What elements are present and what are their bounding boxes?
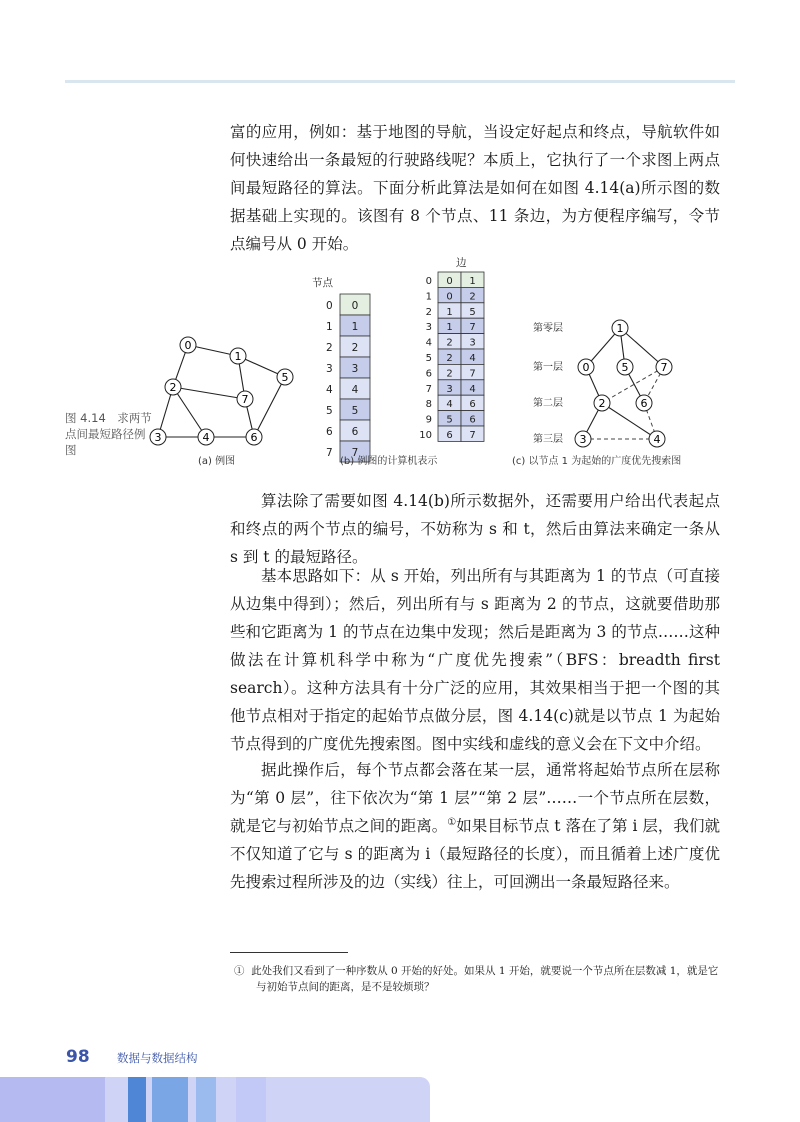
node-cell-value: 7 (351, 447, 359, 459)
figure-caption: 图 4.14 求两节点间最短路径例图 (65, 411, 152, 457)
svg-text:7: 7 (241, 393, 249, 406)
node-index: 0 (326, 300, 333, 312)
table-representation (326, 272, 484, 462)
node-cell-value: 2 (351, 342, 359, 354)
edge-index: 0 (425, 276, 432, 287)
node-cell-value: 6 (351, 426, 359, 438)
footnote-rule (230, 952, 348, 953)
node-index: 2 (326, 342, 333, 354)
node-3 (150, 429, 166, 445)
layer-1-label: 第一层 (533, 362, 563, 373)
svg-text:5: 5 (281, 371, 289, 384)
paragraph-2: 算法除了需要如图 4.14(b)所示数据外，还需要用户给出代表起点和终点的两个节点的编号，不妨称为 s 和 t，然后由算法来确定一条从 s 到 t 的最短路径。 (230, 492, 720, 566)
node-1 (230, 348, 246, 364)
edge-index: 5 (425, 353, 432, 364)
svg-text:4: 4 (653, 433, 661, 446)
footer-band-stripe (128, 1077, 146, 1122)
node-index: 3 (326, 363, 333, 375)
node-cell-value: 1 (351, 321, 359, 333)
edge-index: 9 (425, 414, 432, 426)
nodes-header: 节点 (312, 277, 333, 289)
edge-cell-value: 3 (446, 383, 453, 395)
caption-a: (a) 例图 (198, 456, 236, 467)
edge-cell-value: 2 (446, 353, 453, 364)
edge-cell-value: 4 (469, 353, 476, 364)
edge-index: 6 (425, 368, 432, 380)
book-title: 数据与数据结构 (117, 1051, 198, 1065)
caption-c: (c) 以节点 1 为起始的广度优先搜索图 (512, 456, 682, 467)
edge-index: 7 (425, 383, 432, 395)
node-cell-value: 5 (351, 405, 359, 417)
bfs-node-1 (612, 320, 628, 336)
layer-labels (533, 321, 563, 445)
edge-index: 2 (425, 306, 432, 318)
node-index: 4 (326, 384, 333, 396)
edge-cell-value: 5 (446, 414, 453, 426)
edge-cell-value: 5 (469, 306, 476, 318)
bfs-node-2 (594, 395, 610, 411)
bfs-edge-7-2 (602, 367, 664, 403)
edge-cell-value: 3 (469, 337, 476, 349)
node-index: 7 (326, 447, 333, 459)
bfs-node-3 (575, 431, 591, 447)
edge-cell-value: 6 (469, 399, 476, 411)
edge-cell-value: 7 (469, 368, 476, 380)
edge-2-4 (173, 387, 206, 437)
node-6 (246, 429, 262, 445)
edge-cell-value: 0 (446, 291, 453, 303)
edge-cell-value: 4 (446, 399, 453, 411)
node-cell-value: 3 (351, 363, 359, 375)
footnote-text: 此处我们又看到了一种序数从 0 开始的好处。如果从 1 开始，就要说一个节点所在层数减 1，就是它与初始节点间的距离，是不是较烦琐？ (251, 965, 719, 993)
edge-cell-value: 4 (469, 383, 476, 395)
footnote-reference[interactable]: ① (447, 816, 457, 828)
edge-index: 4 (425, 337, 432, 349)
svg-text:6: 6 (250, 431, 258, 444)
svg-text:1: 1 (234, 350, 242, 363)
paragraph-3: 基本思路如下：从 s 开始，列出所有与其距离为 1 的节点（可直接从边集中得到）；然后，列出所有与 s 距离为 2 的节点，这就要借助那些和它距离为 1 的节点在边集中发现；然后是距离为 3 的节点……这种做法在计算机科学中称为“广度优先搜索”（BFS：breadth first search）。这种方法具有十分广泛的应用，其效果相当于把一个图的其他节点相对于指定的起始节点做分层，图 4.14(c)就是以节点 1 为起始节点得到的广度优先搜索图。图中实线和虚线的意义会在下文中介绍。 (230, 567, 720, 753)
header-rule (65, 80, 735, 83)
page-number: 98 (66, 1047, 90, 1067)
paragraph-1: 富的应用，例如：基于地图的导航，当设定好起点和终点，导航软件如何快速给出一条最短的行驶路线呢？本质上，它执行了一个求图上两点间最短路径的算法。下面分析此算法是如何在如图 4.14(a)所示图的数据基础上实现的。该图有 8 个节点、11 条边，为方便程序编写，令节点编号从 0 开始。 (230, 123, 720, 253)
edge-cell-value: 2 (446, 368, 453, 380)
node-cell-value: 0 (351, 300, 359, 312)
bfs-node-6 (636, 395, 652, 411)
svg-text:0: 0 (582, 361, 590, 374)
edge-index: 3 (425, 322, 432, 334)
node-index: 1 (326, 321, 333, 333)
edge-cell-value: 7 (469, 430, 476, 441)
paragraph-4 (230, 756, 720, 896)
graph-c (583, 328, 664, 439)
edge-index: 8 (425, 399, 432, 411)
bfs-node-0 (578, 359, 594, 375)
bfs-node-5 (617, 359, 633, 375)
graph-c-nodes (575, 320, 672, 447)
edge-cell-value: 2 (446, 337, 453, 349)
node-4 (198, 429, 214, 445)
edge-cell-value: 1 (446, 306, 453, 318)
edge-2-7 (173, 387, 245, 399)
svg-text:0: 0 (184, 339, 192, 352)
edge-cell-value: 6 (469, 414, 476, 426)
graph-a-nodes (150, 337, 293, 445)
caption-b: (b) 例图的计算机表示 (340, 456, 438, 467)
paragraph-4-part-a: 据此操作后，每个节点都会落在某一层，通常将起始节点所在层称为“第 0 层”，往下依次为“第 1 层”“第 2 层”……一个节点所在层数，就是它与初始节点之间的距离。 (230, 761, 720, 835)
edges-header: 边 (456, 257, 467, 269)
layer-2-label: 第二层 (533, 398, 563, 409)
node-index: 5 (326, 405, 333, 417)
edge-cell-value: 1 (446, 322, 453, 334)
svg-text:5: 5 (621, 361, 629, 374)
edge-index: 1 (425, 291, 432, 303)
footer-band-stripe (152, 1077, 188, 1122)
node-cell-value: 4 (351, 384, 359, 396)
footer-band-stripe (0, 1077, 105, 1122)
node-2 (165, 379, 181, 395)
edge-cell-value: 0 (446, 276, 453, 287)
paragraph-4-part-b: 如果目标节点 t 落在了第 i 层，我们就不仅知道了它与 s 的距离为 i（最短路径的长度），而且循着上述广度优先搜索过程所涉及的边（实线）往上，可回溯出一条最短路径来。 (230, 817, 720, 891)
node-0 (180, 337, 196, 353)
svg-text:3: 3 (154, 431, 162, 444)
footnote (234, 963, 726, 995)
edge-cell-value: 1 (469, 276, 476, 287)
svg-text:3: 3 (579, 433, 587, 446)
svg-text:6: 6 (640, 397, 648, 410)
footer-band-stripe (196, 1077, 216, 1122)
figure-4-14 (140, 248, 700, 478)
edge-cell-value: 6 (446, 430, 453, 441)
svg-text:4: 4 (202, 431, 210, 444)
edge-5-6 (254, 377, 285, 437)
footer-band-stripe (236, 1077, 266, 1122)
layer-0-label: 第零层 (533, 323, 563, 334)
svg-text:2: 2 (169, 381, 177, 394)
edge-index: 10 (419, 430, 432, 441)
bfs-node-4 (649, 431, 665, 447)
footnote-mark: ① (234, 965, 245, 977)
node-5 (277, 369, 293, 385)
svg-text:2: 2 (598, 397, 606, 410)
svg-text:1: 1 (616, 322, 624, 335)
node-7 (237, 391, 253, 407)
bfs-node-7 (656, 359, 672, 375)
edge-cell-value: 2 (469, 291, 476, 303)
layer-3-label: 第三层 (533, 434, 563, 445)
svg-text:7: 7 (660, 361, 668, 374)
edge-cell-value: 7 (469, 322, 476, 334)
node-index: 6 (326, 426, 333, 438)
